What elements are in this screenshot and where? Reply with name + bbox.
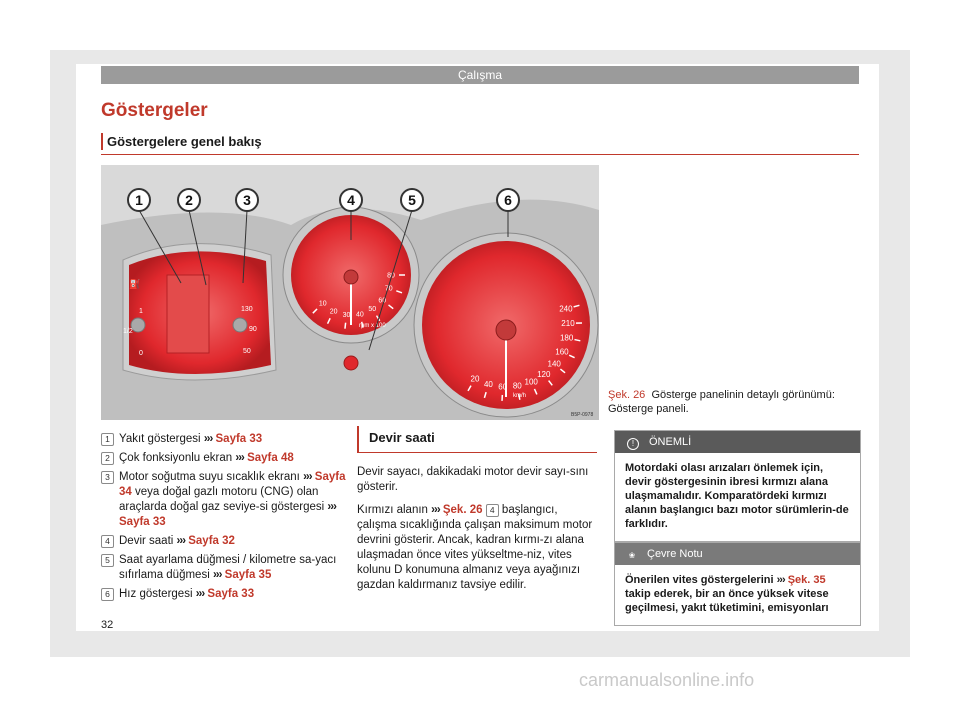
item-arrows: ››› xyxy=(212,569,222,581)
item-number: 2 xyxy=(101,452,114,465)
fuel-label-empty: 0 xyxy=(139,350,143,357)
multifunction-display xyxy=(167,275,209,353)
gauge-scale-label: 60 xyxy=(378,297,387,305)
gauge-scale-label: 30 xyxy=(342,312,351,320)
page-link[interactable]: Sayfa 48 xyxy=(247,452,294,464)
tach-pivot xyxy=(344,270,358,284)
item-arrows: ››› xyxy=(203,433,213,445)
flower-icon: ❀ xyxy=(628,551,636,560)
figure-ref-link[interactable]: Şek. 35 xyxy=(787,574,826,586)
fuel-gauge-pivot xyxy=(131,318,145,332)
gauge-scale-label: 80 xyxy=(512,381,522,391)
onemli-box xyxy=(614,430,861,542)
item-text-2: veya doğal gazlı motoru (CNG) olan araçlarda doğal gaz seviye-si göstergesi xyxy=(119,486,325,513)
watermark: carmanualsonline.info xyxy=(579,670,755,690)
gauge-scale-label: 40 xyxy=(356,311,364,319)
callout-number: 1 xyxy=(135,192,143,208)
item-number: 5 xyxy=(101,554,114,567)
tach-unit: rpm x 100 xyxy=(359,323,386,329)
temp-label-50: 50 xyxy=(243,348,251,355)
caption-ref: Şek. 26 xyxy=(608,389,646,401)
callout-number: 2 xyxy=(185,192,193,208)
item-arrows: ››› xyxy=(303,471,312,483)
item-arrows-2: ››› xyxy=(327,501,336,513)
list-item xyxy=(101,470,356,530)
item-number: 1 xyxy=(101,433,114,446)
list-item xyxy=(101,451,356,466)
item-text: Yakıt göstergesi xyxy=(119,433,201,445)
item-text: Hız göstergesi xyxy=(119,588,193,600)
figure-caption xyxy=(608,388,860,416)
gauge-scale-label: 10 xyxy=(318,300,327,308)
callout-badge: 4 xyxy=(486,504,499,517)
gauge-scale-label: 180 xyxy=(559,333,574,343)
gauge-scale-label: 60 xyxy=(498,382,508,392)
gauge-scale-label: 140 xyxy=(547,359,561,369)
gauge-scale-label: 50 xyxy=(368,306,377,314)
instrument-cluster-figure xyxy=(101,165,599,420)
legend-list xyxy=(101,432,356,606)
list-item xyxy=(101,432,356,447)
speedo-unit: km/h xyxy=(513,393,527,399)
gauge-scale-label: 240 xyxy=(559,304,573,314)
devir-section xyxy=(357,426,597,601)
callout-number: 4 xyxy=(347,192,355,208)
warning-icon: ! xyxy=(627,438,639,450)
callout-number: 3 xyxy=(243,192,251,208)
gauge-scale-label: 210 xyxy=(561,319,575,329)
cevre-title: Çevre Notu xyxy=(647,548,703,560)
item-text: Saat ayarlama düğmesi / kilometre sa-yacı sıfırlama düğmesi xyxy=(119,554,337,581)
reset-button xyxy=(344,356,358,370)
gauge-scale-label: 40 xyxy=(483,380,493,390)
caption-text: Gösterge panelinin detaylı görünümü: Gösterge paneli. xyxy=(608,389,835,415)
temp-gauge-pivot xyxy=(233,318,247,332)
item-text: Motor soğutma suyu sıcaklık ekranı xyxy=(119,471,300,483)
page-link[interactable]: Sayfa 32 xyxy=(188,535,235,547)
gauge-scale-label: 160 xyxy=(555,347,569,357)
devir-heading: Devir saati xyxy=(357,426,597,453)
fuel-pump-icon: ⛽ xyxy=(129,279,141,289)
page-number: 32 xyxy=(101,619,114,631)
section-subtitle: Göstergelere genel bakış xyxy=(107,134,262,149)
gauge-scale-label: 20 xyxy=(470,374,480,384)
chapter-header: Çalışma xyxy=(101,66,859,84)
list-item xyxy=(101,534,356,549)
temp-label-90: 90 xyxy=(249,326,257,333)
section-title: Göstergeler xyxy=(101,100,208,121)
gauge-scale-label: 100 xyxy=(524,377,538,387)
figure-ref-link[interactable]: Şek. 26 xyxy=(442,504,483,516)
item-number: 3 xyxy=(101,471,114,484)
item-text: Devir saati xyxy=(119,535,174,547)
cevre-header xyxy=(615,543,860,565)
item-arrows: ››› xyxy=(195,588,205,600)
speedo-pivot xyxy=(496,320,516,340)
page-link[interactable]: Sayfa 33 xyxy=(207,588,255,600)
gauge-scale-label: 70 xyxy=(384,285,393,293)
item-arrows: ››› xyxy=(176,535,186,547)
item-number: 6 xyxy=(101,588,114,601)
fuel-label-half: 1/2 xyxy=(123,328,133,335)
gauge-scale-label: 120 xyxy=(537,369,551,379)
page-link[interactable]: Sayfa 33 xyxy=(215,433,263,445)
fuel-label-full: 1 xyxy=(139,308,143,315)
cluster-illustration xyxy=(101,165,599,420)
list-item xyxy=(101,587,356,602)
item-arrows: ››› xyxy=(235,452,244,464)
cevre-box xyxy=(614,542,861,626)
cevre-body: Önerilen vites göstergelerini ››› Şek. 35 takip ederek, bir an önce yüksek vitese geçilmesi, yakıt tüketimini, emisyonları xyxy=(625,574,829,614)
gauge-scale-label: 80 xyxy=(387,272,395,280)
item-text: Çok fonksiyonlu ekran xyxy=(119,452,233,464)
callout-number: 5 xyxy=(408,192,416,208)
onemli-title: ÖNEMLİ xyxy=(649,436,692,448)
gauge-tick xyxy=(345,323,346,329)
page-link[interactable]: Sayfa 34 xyxy=(119,471,346,498)
subtitle-rule xyxy=(101,154,859,155)
item-number: 4 xyxy=(101,535,114,548)
temp-label-130: 130 xyxy=(241,306,253,313)
gauge-scale-label: 20 xyxy=(329,308,338,316)
devir-paragraph-2: Kırmızı alanın ››› Şek. 26 4 başlangıcı, çalışma sıcaklığında çalışan maksimum motor devrini gösterir. Ancak, kadran kırmı-zı alana ulaşmadan önce vites yükseltme-niz, vites kolunu D konumuna almanız veya ayağınızı gazdan kaldırmanız tavsiye edilir. xyxy=(357,504,593,591)
page-link[interactable]: Sayfa 35 xyxy=(224,569,272,581)
devir-paragraph-1: Devir sayacı, dakikadaki motor devir sayı-sını gösterir. xyxy=(357,466,589,493)
page-link-2[interactable]: Sayfa 33 xyxy=(119,516,166,528)
onemli-header xyxy=(615,431,860,453)
callout-number: 6 xyxy=(504,192,512,208)
list-item xyxy=(101,553,356,583)
figure-code: B5P-0978 xyxy=(571,412,594,418)
onemli-body: Motordaki olası arızaları önlemek için, devir göstergesinin ibresi kırmızı alana ulaşmamalıdır. Komparatördeki kırmızı alanın başlangıcı bazı motor sürümlerin-de farklıdır. xyxy=(625,462,849,530)
